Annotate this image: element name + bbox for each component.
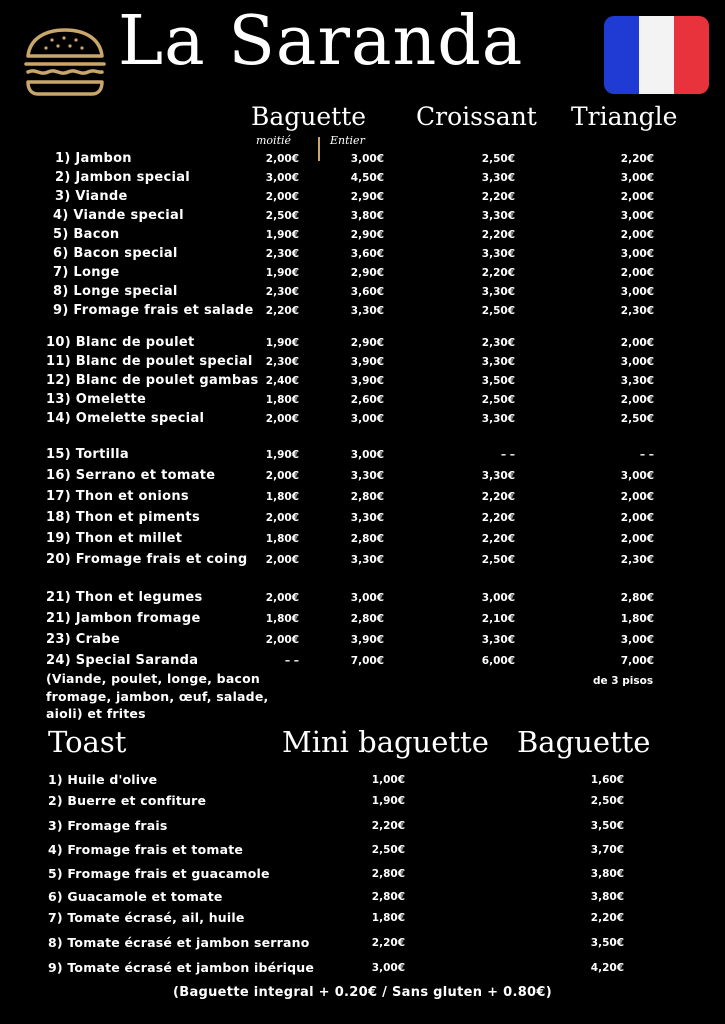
sandwich-row (0, 489, 725, 505)
price-croissant: 6,00€ (481, 655, 515, 667)
price-croissant: 3,30€ (481, 470, 515, 482)
sandwich-row (0, 354, 725, 370)
toast-row (0, 842, 725, 858)
sandwich-row (0, 552, 725, 568)
price-full: 2,90€ (350, 267, 384, 279)
toast-name: 1) Huile d'olive (48, 772, 158, 787)
price-triangle: 3,00€ (620, 172, 654, 184)
sandwich-row (0, 447, 725, 463)
sandwich-row (0, 246, 725, 262)
col-croissant: Croissant (416, 102, 537, 131)
price-half: 2,00€ (265, 592, 299, 604)
price-full: 2,90€ (350, 191, 384, 203)
price-full: 3,60€ (350, 248, 384, 260)
sandwich-name: 14) Omelette special (46, 411, 205, 426)
sandwich-name: 5) Bacon (53, 227, 120, 242)
sandwich-row (0, 151, 725, 167)
price-triangle: 3,00€ (620, 470, 654, 482)
toast-row (0, 818, 725, 834)
price-triangle: 3,00€ (620, 286, 654, 298)
toast-price-baguette: 3,70€ (590, 844, 624, 856)
price-half: 1,80€ (265, 533, 299, 545)
sandwich-row (0, 284, 725, 300)
toast-name: 7) Tomate écrasé, ail, huile (48, 910, 245, 925)
price-full: 4,50€ (350, 172, 384, 184)
toast-price-baguette: 3,50€ (590, 820, 624, 832)
price-triangle: 3,00€ (620, 634, 654, 646)
toast-name: 9) Tomate écrasé et jambon ibérique (48, 960, 315, 975)
price-half: 1,90€ (265, 449, 299, 461)
price-triangle: 2,30€ (620, 554, 654, 566)
price-croissant: 2,20€ (481, 267, 515, 279)
toast-price-mini: 3,00€ (371, 962, 405, 974)
sandwich-name: 11) Blanc de poulet special (46, 354, 253, 369)
toast-row (0, 960, 725, 976)
price-full: 3,90€ (350, 375, 384, 387)
sandwich-name: 2) Jambon special (55, 170, 191, 185)
toast-name: 3) Fromage frais (48, 818, 168, 833)
price-full: 3,00€ (350, 592, 384, 604)
toast-price-mini: 1,80€ (371, 912, 405, 924)
sandwich-row (0, 189, 725, 205)
sandwich-row (0, 510, 725, 526)
sandwich-row (0, 531, 725, 547)
toast-row (0, 889, 725, 905)
sandwich-name: 3) Viande (55, 189, 128, 204)
price-half: 2,00€ (265, 634, 299, 646)
price-triangle: 2,00€ (620, 229, 654, 241)
toast-price-mini: 2,50€ (371, 844, 405, 856)
sandwich-name: 4) Viande special (53, 208, 184, 223)
price-half: 1,80€ (265, 491, 299, 503)
price-full: 2,80€ (350, 491, 384, 503)
price-full: 3,00€ (350, 153, 384, 165)
price-croissant: 2,20€ (481, 533, 515, 545)
price-full: 2,80€ (350, 613, 384, 625)
price-croissant: 2,10€ (481, 613, 515, 625)
col-baguette-full: Entier (330, 134, 365, 147)
toast-price-baguette: 2,20€ (590, 912, 624, 924)
col-toast-baguette: Baguette (517, 725, 651, 759)
toast-price-mini: 2,80€ (371, 868, 405, 880)
toast-row (0, 793, 725, 809)
restaurant-title: La Saranda (118, 2, 524, 81)
price-triangle: 1,80€ (620, 613, 654, 625)
sandwich-name: 21) Jambon fromage (46, 611, 201, 626)
price-half: 1,90€ (265, 267, 299, 279)
toast-price-baguette: 3,80€ (590, 868, 624, 880)
price-half: 2,00€ (265, 153, 299, 165)
price-triangle: 7,00€ (620, 655, 654, 667)
toast-row (0, 910, 725, 926)
price-croissant: 2,20€ (481, 512, 515, 524)
price-half: 2,20€ (265, 305, 299, 317)
price-half: 1,90€ (265, 229, 299, 241)
sandwich-name: 23) Crabe (46, 632, 121, 647)
price-croissant: 3,30€ (481, 286, 515, 298)
price-full: 3,30€ (350, 305, 384, 317)
toast-price-mini: 2,80€ (371, 891, 405, 903)
sandwich-row (0, 208, 725, 224)
sandwich-name: 18) Thon et piments (46, 510, 200, 525)
price-full: 2,60€ (350, 394, 384, 406)
toast-row (0, 935, 725, 951)
price-triangle: 3,00€ (620, 210, 654, 222)
price-half: 2,00€ (265, 413, 299, 425)
price-full: 2,90€ (350, 337, 384, 349)
price-croissant: 3,30€ (481, 172, 515, 184)
price-triangle: 2,00€ (620, 394, 654, 406)
price-triangle: 2,00€ (620, 337, 654, 349)
sandwich-row (0, 392, 725, 408)
price-croissant: 2,30€ (481, 337, 515, 349)
price-half: 2,30€ (265, 356, 299, 368)
sandwich-row (0, 373, 725, 389)
price-half: 2,00€ (265, 512, 299, 524)
price-triangle: 2,00€ (620, 491, 654, 503)
toast-row (0, 866, 725, 882)
price-half: 2,00€ (265, 191, 299, 203)
price-half: 2,50€ (265, 210, 299, 222)
sandwich-name: 20) Fromage frais et coing (46, 552, 248, 567)
price-croissant: 3,30€ (481, 248, 515, 260)
col-mini-baguette: Mini baguette (282, 725, 489, 759)
sandwich-name: 6) Bacon special (53, 246, 178, 261)
toast-name: 8) Tomate écrasé et jambon serrano (48, 935, 310, 950)
burger-icon (22, 26, 108, 98)
sandwich-name: 16) Serrano et tomate (46, 468, 216, 483)
sandwich-row (0, 653, 725, 669)
toast-row (0, 772, 725, 788)
special-note: de 3 pisos (593, 675, 654, 687)
price-croissant: 2,50€ (481, 394, 515, 406)
price-half: 3,00€ (265, 172, 299, 184)
sandwich-row (0, 632, 725, 648)
price-full: 3,00€ (350, 449, 384, 461)
price-croissant: 2,50€ (481, 305, 515, 317)
price-half: 2,00€ (265, 470, 299, 482)
price-croissant: – – (500, 449, 515, 461)
sandwich-row (0, 170, 725, 186)
sandwich-name: 7) Longe (53, 265, 120, 280)
sandwich-name: 15) Tortilla (46, 447, 129, 462)
sandwich-name: 17) Thon et onions (46, 489, 189, 504)
toast-name: 5) Fromage frais et guacamole (48, 866, 270, 881)
price-full: 3,60€ (350, 286, 384, 298)
toast-price-baguette: 1,60€ (590, 774, 624, 786)
price-triangle: 2,80€ (620, 592, 654, 604)
price-full: 2,90€ (350, 229, 384, 241)
price-croissant: 3,30€ (481, 413, 515, 425)
toast-price-baguette: 2,50€ (590, 795, 624, 807)
toast-price-mini: 2,20€ (371, 937, 405, 949)
price-triangle: – – (639, 449, 654, 461)
toast-price-mini: 2,20€ (371, 820, 405, 832)
toast-name: 2) Buerre et confiture (48, 793, 207, 808)
price-half: 1,80€ (265, 613, 299, 625)
price-full: 3,00€ (350, 413, 384, 425)
sandwich-row (0, 335, 725, 351)
sandwich-name: 10) Blanc de poulet (46, 335, 195, 350)
price-half: 2,00€ (265, 554, 299, 566)
special-description: (Viande, poulet, longe, bacon fromage, jambon, œuf, salade, aioli) et frites (46, 671, 269, 721)
toast-price-baguette: 4,20€ (590, 962, 624, 974)
price-full: 3,30€ (350, 470, 384, 482)
price-triangle: 3,30€ (620, 375, 654, 387)
price-half: 2,40€ (265, 375, 299, 387)
price-triangle: 3,00€ (620, 356, 654, 368)
sandwich-name: 1) Jambon (55, 151, 132, 166)
price-full: 3,90€ (350, 634, 384, 646)
sandwich-row (0, 590, 725, 606)
sandwich-name: 8) Longe special (53, 284, 178, 299)
col-baguette-half: moitié (256, 134, 292, 147)
price-croissant: 2,50€ (481, 153, 515, 165)
price-full: 7,00€ (350, 655, 384, 667)
toast-price-mini: 1,00€ (371, 774, 405, 786)
sandwich-name: 9) Fromage frais et salade (53, 303, 254, 318)
toast-price-baguette: 3,80€ (590, 891, 624, 903)
sandwich-row (0, 303, 725, 319)
price-half: – – (284, 655, 299, 667)
price-triangle: 2,00€ (620, 533, 654, 545)
price-croissant: 3,00€ (481, 592, 515, 604)
price-croissant: 2,20€ (481, 229, 515, 241)
price-full: 3,90€ (350, 356, 384, 368)
price-triangle: 2,20€ (620, 153, 654, 165)
price-full: 3,30€ (350, 512, 384, 524)
price-triangle: 2,00€ (620, 512, 654, 524)
price-full: 3,30€ (350, 554, 384, 566)
col-baguette: Baguette (251, 102, 367, 131)
price-triangle: 2,50€ (620, 413, 654, 425)
price-croissant: 2,50€ (481, 554, 515, 566)
sandwich-row (0, 227, 725, 243)
sandwich-row (0, 468, 725, 484)
price-triangle: 2,30€ (620, 305, 654, 317)
sandwich-name: 12) Blanc de poulet gambas (46, 373, 259, 388)
sandwich-row (0, 411, 725, 427)
col-triangle: Triangle (571, 102, 678, 131)
sandwich-name: 19) Thon et millet (46, 531, 183, 546)
price-croissant: 2,20€ (481, 191, 515, 203)
price-triangle: 3,00€ (620, 248, 654, 260)
price-croissant: 3,50€ (481, 375, 515, 387)
price-full: 3,80€ (350, 210, 384, 222)
sandwich-name: 21) Thon et legumes (46, 590, 203, 605)
price-croissant: 3,30€ (481, 634, 515, 646)
toast-price-baguette: 3,50€ (590, 937, 624, 949)
price-half: 1,90€ (265, 337, 299, 349)
sandwich-name: 13) Omelette (46, 392, 147, 407)
toast-title: Toast (48, 725, 127, 759)
toast-name: 4) Fromage frais et tomate (48, 842, 244, 857)
price-croissant: 2,20€ (481, 491, 515, 503)
toast-name: 6) Guacamole et tomate (48, 889, 223, 904)
french-flag-icon (604, 16, 709, 94)
price-croissant: 3,30€ (481, 356, 515, 368)
price-half: 1,80€ (265, 394, 299, 406)
sandwich-row (0, 611, 725, 627)
toast-price-mini: 1,90€ (371, 795, 405, 807)
footer-note: (Baguette integral + 0.20€ / Sans gluten + 0.80€) (173, 985, 552, 1000)
price-half: 2,30€ (265, 286, 299, 298)
price-full: 2,80€ (350, 533, 384, 545)
price-triangle: 2,00€ (620, 191, 654, 203)
price-half: 2,30€ (265, 248, 299, 260)
price-triangle: 2,00€ (620, 267, 654, 279)
price-croissant: 3,30€ (481, 210, 515, 222)
sandwich-name: 24) Special Saranda (46, 653, 199, 668)
sandwich-row (0, 265, 725, 281)
